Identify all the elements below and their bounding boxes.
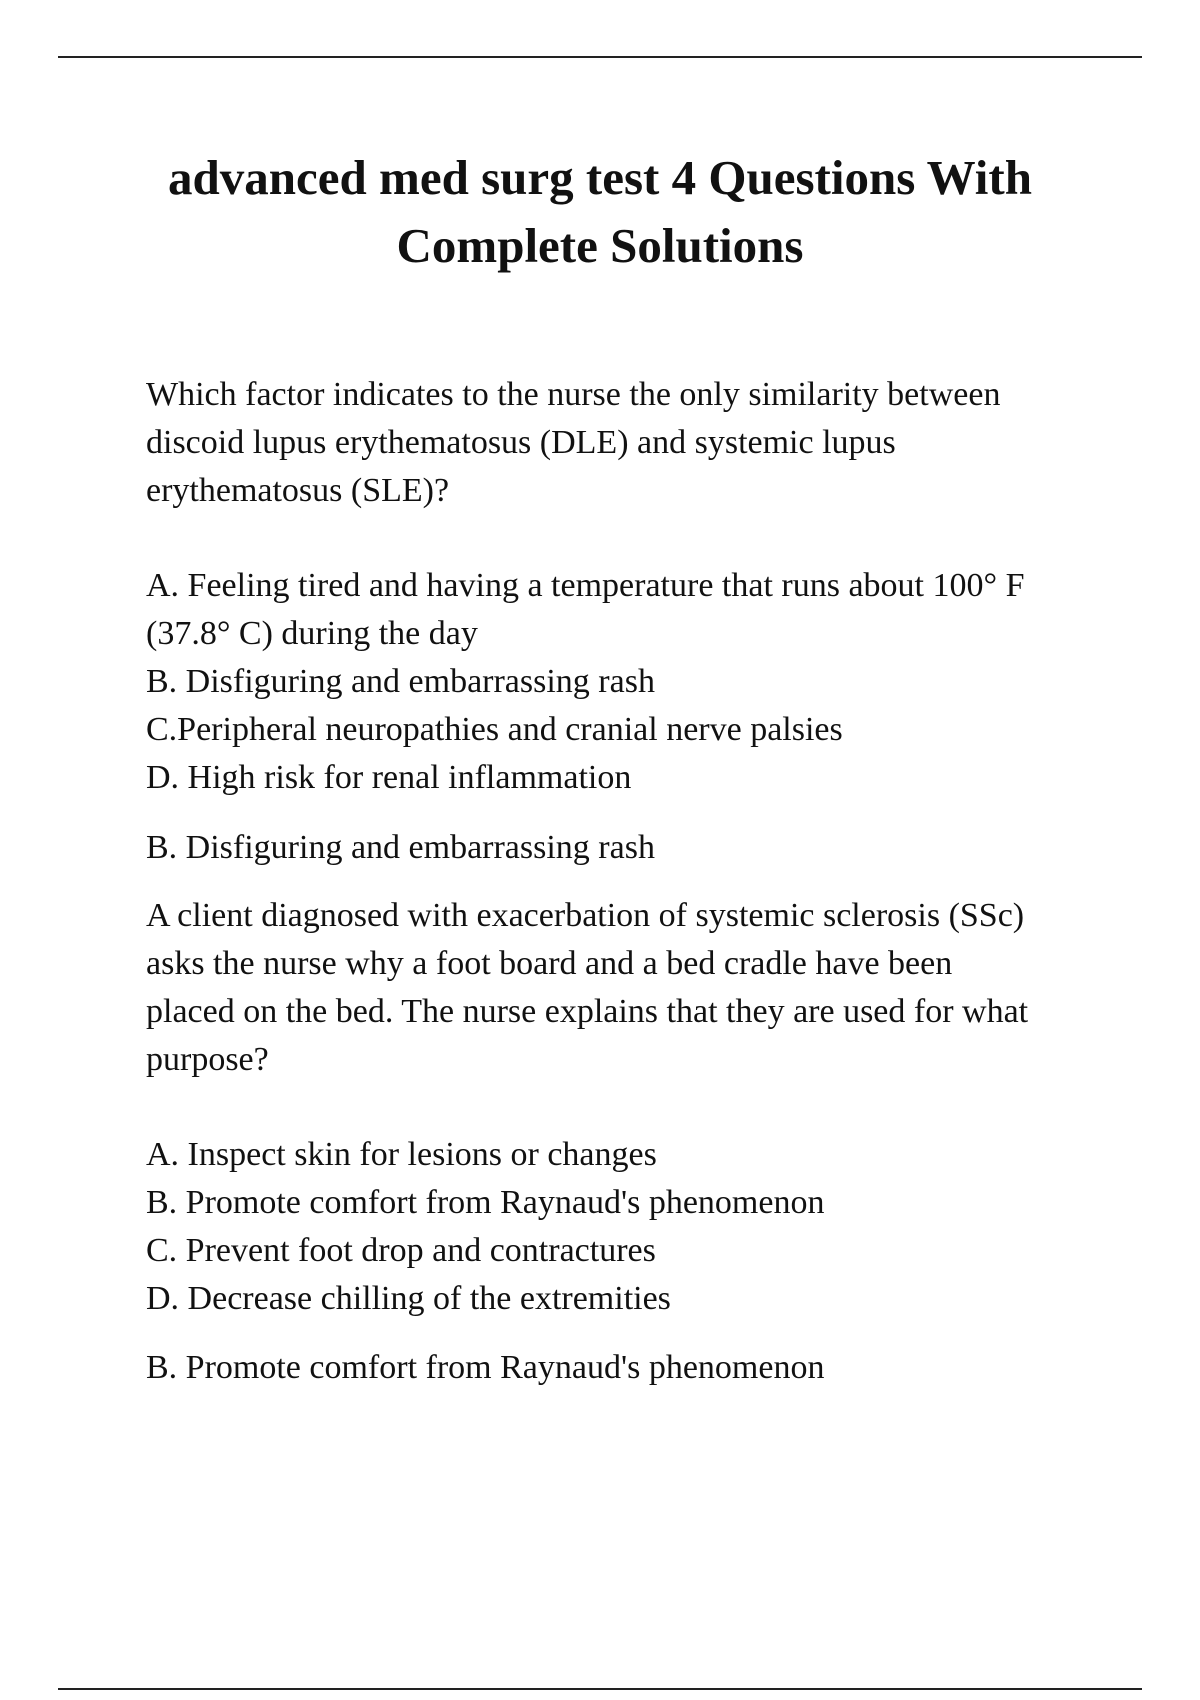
bottom-rule [58,1688,1142,1690]
question-1-answer [146,824,1106,872]
question-1-option-a: A. Feeling tired and having a temperature that runs about 100° F [146,567,1025,604]
question-2-answer [146,1344,1106,1392]
question-1-options [146,562,1106,802]
question-1-option-d: D. High risk for renal inflammation [146,759,632,796]
question-2-option-b: B. Promote comfort from Raynaud's phenomenon [146,1184,825,1221]
question-1-option-b: B. Disfiguring and embarrassing rash [146,663,655,700]
question-1 [146,371,1106,515]
question-2-option-a: A. Inspect skin for lesions or changes [146,1136,657,1173]
question-2-line-4: purpose? [146,1041,269,1078]
document-title [100,144,1100,280]
question-1-answer-text: B. Disfiguring and embarrassing rash [146,829,655,866]
question-2-line-1: A client diagnosed with exacerbation of systemic sclerosis (SSc) [146,897,1025,934]
question-1-line-3: erythematosus (SLE)? [146,472,450,509]
question-2-option-d: D. Decrease chilling of the extremities [146,1280,671,1317]
question-1-option-c: C.Peripheral neuropathies and cranial nerve palsies [146,711,843,748]
title-line-2: Complete Solutions [396,218,804,273]
question-1-option-a-cont: (37.8° C) during the day [146,615,478,652]
question-2 [146,892,1106,1084]
question-2-option-c: C. Prevent foot drop and contractures [146,1232,656,1269]
question-1-line-1: Which factor indicates to the nurse the only similarity between [146,376,1001,413]
question-2-line-3: placed on the bed. The nurse explains that they are used for what [146,993,1029,1030]
question-2-line-2: asks the nurse why a foot board and a bed cradle have been [146,945,953,982]
question-2-answer-text: B. Promote comfort from Raynaud's phenomenon [146,1349,825,1386]
question-1-line-2: discoid lupus erythematosus (DLE) and systemic lupus [146,424,896,461]
question-2-options [146,1131,1106,1323]
title-line-1: advanced med surg test 4 Questions With [168,150,1032,205]
top-rule [58,56,1142,58]
